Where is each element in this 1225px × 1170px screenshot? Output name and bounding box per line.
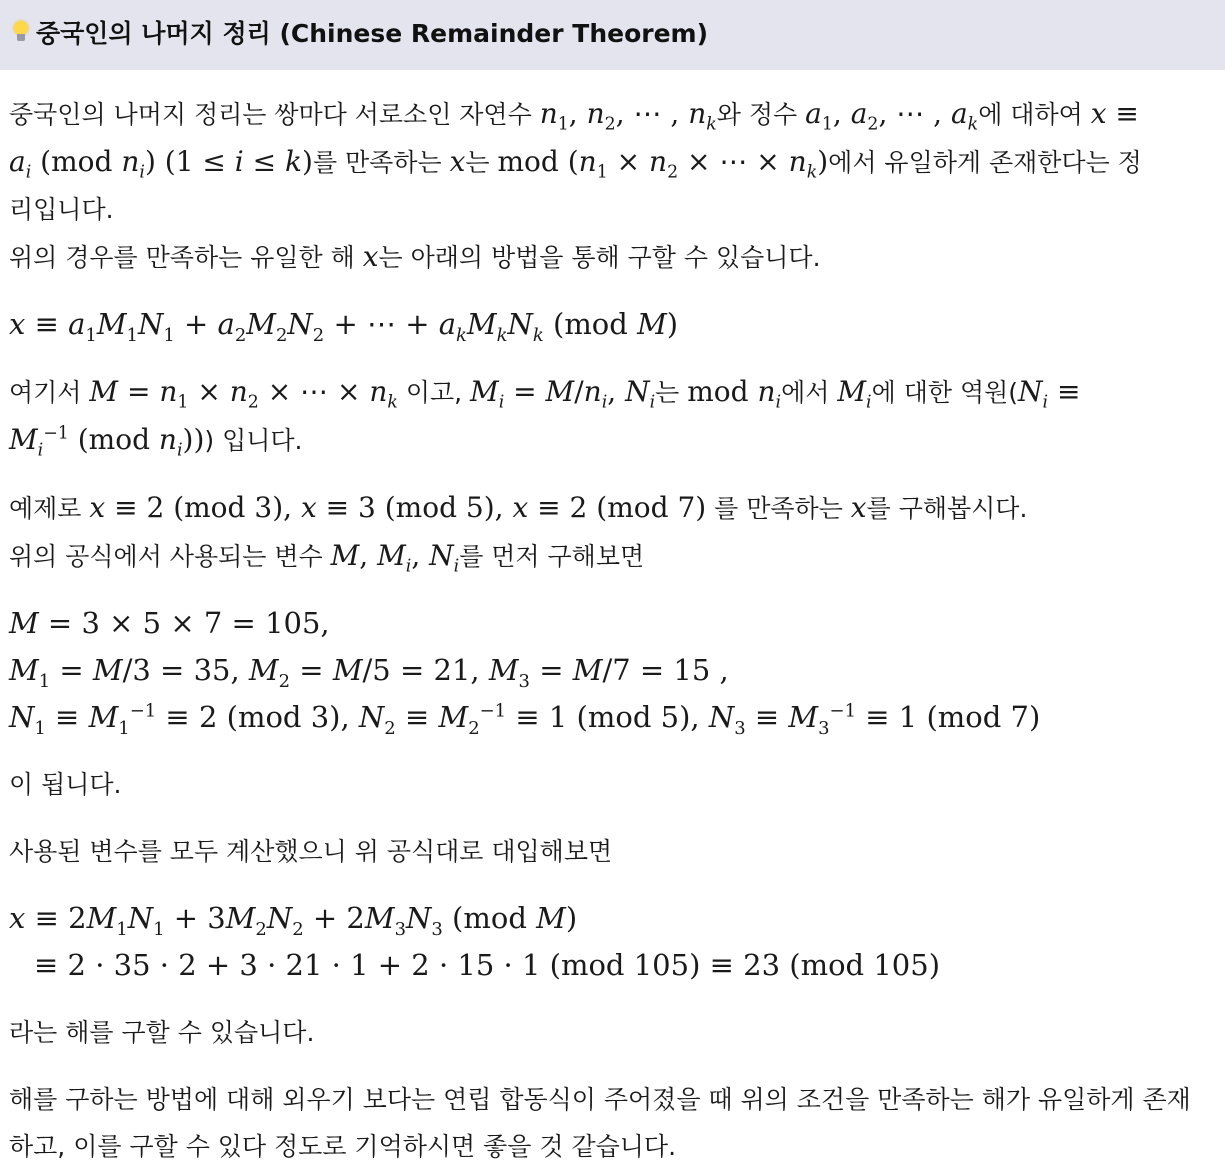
page-title: 중국인의 나머지 정리 (Chinese Remainder Theorem)	[36, 19, 709, 48]
paragraph-method-intro: 위의 경우를 만족하는 유일한 해 x는 아래의 방법을 통해 구할 수 있습니다.	[9, 240, 821, 273]
formula-mi: $M_1 = M/3 = 35$, $M_2 = M/5 = 21$, $M_3 = M/7 = 15$ ,	[9, 653, 729, 692]
formula-general: $x \equiv a_1M_1N_1 + a_2M_2N_2$ + ⋯ + $a_kM_kN_k$ (mod M)	[9, 307, 679, 346]
math-moduli: $n_1$, $n_2$, ⋯ , $n_k$	[539, 97, 717, 135]
document-body: 중국인의 나머지 정리는 쌍마다 서로소인 자연수 $n_1$, $n_2$, ⋯ , $n_k$와 정수 $a_1$, $a_2$, ⋯ , $a_k$에 대하여 x ≡ $a_i$ (mod $n_i$) (1 ≤ i ≤ k)를 만족하는 x는 mod ($n_1 \times n_2$ × ⋯ × $n_k$)에서 유일하게 존재한다는 정 리입니다. 위의 경우를 만족하는 유일한 해 x는 아래의 방법을 통해 구할 수 있습니다. $x \equiv a_1M_1N_1 + a_2M_2N_2$ + ⋯ + $a_kM_kN_k$ (mod M) 여기서 $M = n_1 \times n_2$ × ⋯ × $n_k$ 이고, $M_i = M/n_i$, $N_i$는 mod $n_i$에서 $M_i$에 대한 역원($N_i$ ≡ $M_i^{-1}$ (mod $n_i$))) 입니다. 예제로 x ≡ 2 (mod 3), x ≡ 3 (mod 5), x ≡ 2 (mod 7) 를 만족하는 x를 구해봅시다. 위의 공식에서 사용되는 변수 M, $M_i$, $N_i$를 먼저 구해보면 M = 3 × 5 × 7 = 105, $M_1 = M/3 = 35$, $M_2 = M/5 = 21$, $M_3 = M/7 = 15$ , $N_1 \equiv M_1^{-1} \equiv 2$ (mod 3), $N_2 \equiv M_2^{-1} \equiv 1$ (mod 5), $N_3 \equiv M_3^{-1} \equiv 1$ (mod 7) 이 됩니다. 사용된 변수를 모두 계산했으니 위 공식대로 대입해보면 $x \equiv 2M_1N_1 + 3M_2N_2 + 2M_3N_3$ (mod M) ≡ 2 · 35 · 2 + 3 · 21 · 1 + 2 · 15 · 1 (mod 105) ≡ 23 (mod 105) 라는 해를 구할 수 있습니다. 해를 구하는 방법에 대해 외우기 보다는 연립 합동식이 주어졌을 때 위의 조건을 만족하는 해가 유일하게 존재 하고, 이를 구할 수 있다 정도로 기억하시면 좋을 것 같습니다.	[0, 70, 1225, 1170]
lightbulb-icon	[10, 19, 32, 45]
paragraph-closing: 해를 구하는 방법에 대해 외우기 보다는 연립 합동식이 주어졌을 때 위의 조건을 만족하는 해가 유일하게 존재	[9, 1085, 1191, 1114]
formula-substituted: $x \equiv 2M_1N_1 + 3M_2N_2 + 2M_3N_3$ (mod M)	[9, 901, 578, 940]
paragraph-definition: 중국인의 나머지 정리는 쌍마다 서로소인 자연수 $n_1$, $n_2$, ⋯ , $n_k$와 정수 $a_1$, $a_2$, ⋯ , $a_k$에 대하여 x ≡	[9, 97, 1139, 135]
paragraph-definitions: 여기서 $M = n_1 \times n_2$ × ⋯ × $n_k$ 이고, $M_i = M/n_i$, $N_i$는 mod $n_i$에서 $M_i$에 대한 역원($N_i$ ≡	[9, 375, 1081, 413]
paragraph-example: 예제로 x ≡ 2 (mod 3), x ≡ 3 (mod 5), x ≡ 2 (mod 7) 를 만족하는 x를 구해봅시다.	[9, 491, 1028, 524]
formula-result: ≡ 2 · 35 · 2 + 3 · 21 · 1 + 2 · 15 · 1 (mod 105) ≡ 23 (mod 105)	[34, 948, 941, 982]
math-residues: $a_1$, $a_2$, ⋯ , $a_k$	[805, 97, 979, 135]
callout-header	[0, 0, 1225, 70]
formula-m: M = 3 × 5 × 7 = 105,	[9, 606, 330, 640]
formula-ni: $N_1 \equiv M_1^{-1} \equiv 2$ (mod 3), $N_2 \equiv M_2^{-1} \equiv 1$ (mod 5), $N_3 \equiv M_3^{-1} \equiv 1$ (mod 7)	[9, 700, 1041, 739]
